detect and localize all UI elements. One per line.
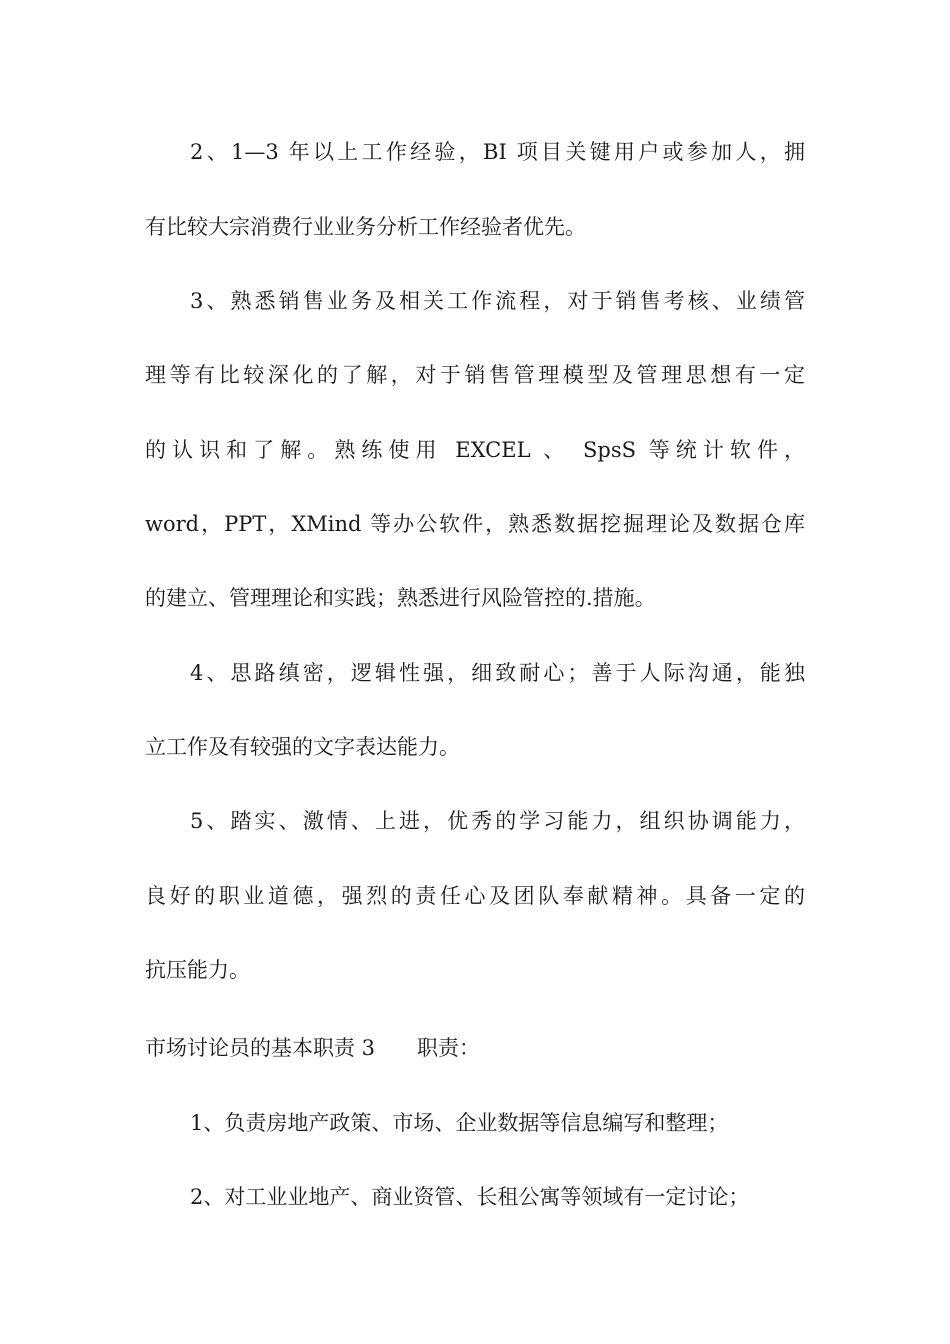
paragraph-line: 抗压能力。: [145, 958, 250, 982]
paragraph-line: word，PPT，XMind 等办公软件，熟悉数据挖掘理论及数据仓库: [145, 512, 805, 536]
paragraph-line: 2、对工业业地产、商业资管、长租公寓等领域有一定讨论；: [190, 1185, 750, 1209]
paragraph-line: 的认识和了解。熟练使用 EXCEL 、 SpsS 等统计软件，: [145, 438, 805, 462]
paragraph-line: 2、1—3 年以上工作经验，BI 项目关键用户或参加人，拥: [190, 140, 805, 164]
paragraph-line: 理等有比较深化的了解，对于销售管理模型及管理思想有一定: [145, 363, 805, 387]
paragraph-line: 5、踏实、激情、上进，优秀的学习能力，组织协调能力，: [190, 809, 805, 833]
paragraph-line: 4、思路缜密，逻辑性强，细致耐心；善于人际沟通，能独: [190, 661, 805, 685]
paragraph-line: 立工作及有较强的文字表达能力。: [145, 735, 460, 759]
paragraph-line: 3、熟悉销售业务及相关工作流程，对于销售考核、业绩管: [190, 289, 805, 313]
paragraph-line: 的建立、管理理论和实践；熟悉进行风险管控的.措施。: [145, 586, 656, 610]
paragraph-line: 有比较大宗消费行业业务分析工作经验者优先。: [145, 215, 586, 239]
section-heading: 市场讨论员的基本职责 3 职责：: [145, 1036, 481, 1060]
paragraph-line: 1、负责房地产政策、市场、企业数据等信息编写和整理；: [190, 1111, 729, 1135]
paragraph-line: 良好的职业道德，强烈的责任心及团队奉献精神。具备一定的: [145, 884, 805, 908]
